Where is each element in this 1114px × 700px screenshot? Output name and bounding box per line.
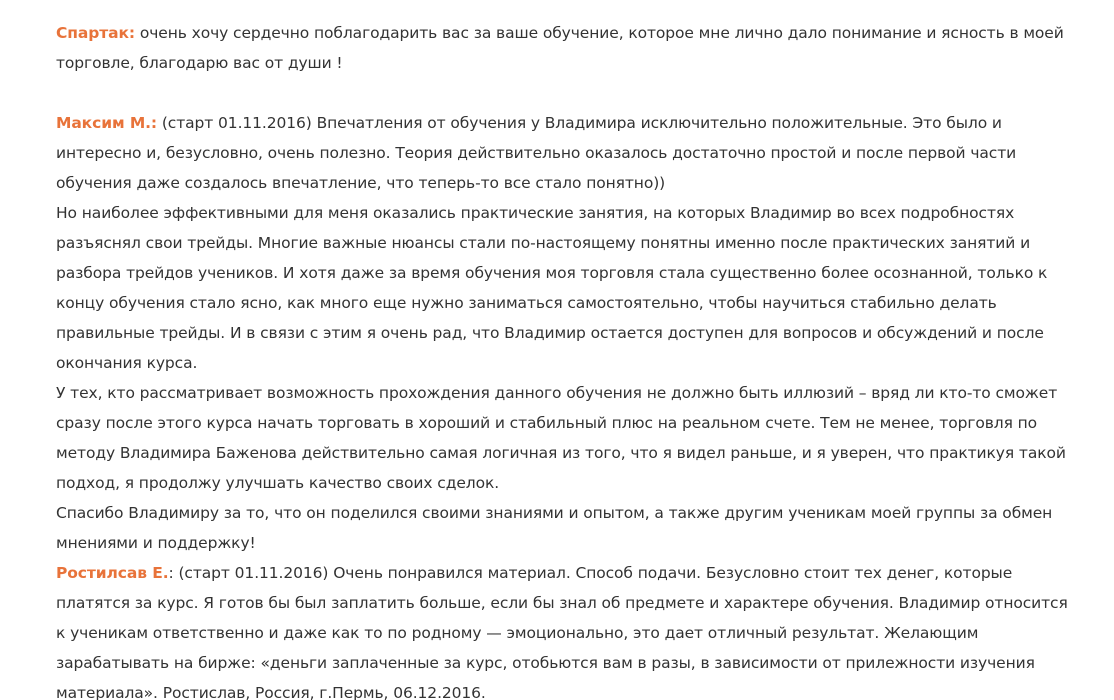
reviewer-name: Максим М.: — [56, 114, 158, 132]
review-maxim — [56, 108, 1074, 558]
review-text: (старт 01.11.2016) Впечатления от обучения у Владимира исключительно положительные. Это было и интересно и, безусловно, очень полезно. Теория действительно оказалось достаточно простой и после первой части обучения даже создалось впечатление, что теперь-то все стало понятно)) — [56, 114, 1017, 192]
reviewer-name: Спартак: — [56, 24, 136, 42]
review-paragraph: Но наиболее эффективными для меня оказались практические занятия, на которых Владимир во всех подробностях разъяснял свои трейды. Многие важные нюансы стали по-настоящему понятны именно после практических занятий и разбора трейдов учеников. И хотя даже за время обучения моя торговля стала существенно более осознанной, только к концу обучения стало ясно, как много еще нужно заниматься самостоятельно, чтобы научиться стабильно делать правильные трейды. И в связи с этим я очень рад, что Владимир остается доступен для вопросов и обсуждений и после окончания курса. — [56, 204, 1048, 372]
review-rostislav — [56, 558, 1074, 700]
review-paragraph: У тех, кто рассматривает возможность прохождения данного обучения не должно быть иллюзий – вряд ли кто-то сможет сразу после этого курса начать торговать в хороший и стабильный плюс на реальном счете. Тем не менее, торговля по методу Владимира Баженова действительно самая логичная из того, что я видел раньше, и я уверен, что практикуя такой подход, я продолжу улучшать качество своих сделок. — [56, 384, 1066, 492]
review-text: очень хочу сердечно поблагодарить вас за ваше обучение, которое мне лично дало понимание и ясность в моей торговле, благодарю вас от души ! — [56, 24, 1064, 72]
reviewer-name: Ростилсав Е. — [56, 564, 169, 582]
review-paragraph — [56, 108, 1074, 198]
review-spartak — [56, 18, 1074, 78]
reviewer-name-colon: : — [168, 564, 174, 582]
review-paragraph: Спасибо Владимиру за то, что он поделился своими знаниями и опытом, а также другим ученикам моей группы за обмен мнениями и поддержку! — [56, 504, 1053, 552]
review-text: (старт 01.11.2016) Очень понравился материал. Способ подачи. Безусловно стоит тех денег, которые платятся за курс. Я готов бы был заплатить больше, если бы знал об предмете и характере обучения. Владимир относится к ученикам ответственно и даже как то по родному — эмоционально, это дает отличный результат. Желающим зарабатывать на бирже: «деньги заплаченные за курс, отобьются вам в разы, в зависимости от прилежности изучения материала». Ростислав, Россия, г.Пермь, 06.12.2016. — [56, 564, 1068, 700]
